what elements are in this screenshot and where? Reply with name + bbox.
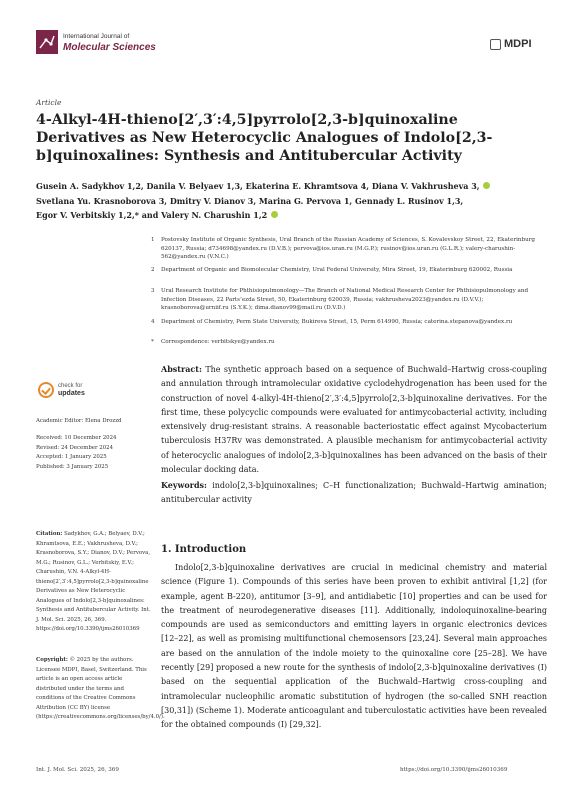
author-line-text: Gusein A. Sadykhov 1,2, Danila V. Belyaev 1,3, Ekaterina E. Khramtsova 4, Diana V. Vakhrusheva 3, xyxy=(36,181,480,191)
author-line xyxy=(36,194,546,209)
citation-label: Citation: xyxy=(36,531,63,537)
affiliation-number: 4 xyxy=(151,319,155,325)
date-received: Received: 10 December 2024 xyxy=(36,435,117,441)
footer-doi-link[interactable]: https://doi.org/10.3390/ijms26010369 xyxy=(400,767,508,773)
author-line-text: Svetlana Yu. Krasnoborova 3, Dmitry V. Dianov 3, Marina G. Pervova 1, Gennady L. Rusinov 1,3, xyxy=(36,195,464,206)
citation-text: Sadykhov, G.A.; Belyaev, D.V.; Khramtsova, E.E.; Vakhrusheva, D.V.; Krasnoborova, S.Y.; Dianov, D.V.; Pervova, M.G.; Rusinov, G.L.; Verbitskiy, E.V.; Charushin, V.N. 4-Alkyl-4H-thieno[2′,3′:4,5]pyrrolo[2,3-b]quinoxaline Derivatives as New Heterocyclic Analogues of Indolo[2,3-b]quinoxalines: Synthesis and Antitubercular Activity. Int. J. Mol. Sci. 2025, 26, 369. https://doi.org/10.3390/ijms26010369 xyxy=(36,531,151,632)
author-line xyxy=(36,179,546,194)
publisher-logo xyxy=(490,38,532,50)
section-heading: 1. Introduction xyxy=(161,544,247,555)
author-line-text: Egor V. Verbitskiy 1,2,* and Valery N. Charushin 1,2 xyxy=(36,210,268,220)
affiliation-text: Postovsky Institute of Organic Synthesis, Ural Branch of the Russian Academy of Sciences, S. Kovalevskoy Street, 22, Ekaterinburg 620137, Russia; d734698@yandex.ru (D.V.B.); pervova@ios.uran.ru (M.G.P.); rusinov@ios.uran.ru (G.L.R.); valery-charushin-562@yandex.ru (V.N.C.) xyxy=(161,237,535,261)
copyright-label: Copyright: xyxy=(36,657,68,663)
footer-journal: Int. J. Mol. Sci. 2025, 26, 369 xyxy=(36,767,119,773)
abstract-text: The synthetic approach based on a sequence of Buchwald–Hartwig cross-coupling and annulation through intramolecular oxidative cyclodehydrogenation has been used for the construction of novel 4-alkyl-4H-thieno[2′,3′:4,5]pyrrolo[2,3-b]quinoxaline derivatives. For the first time, these polycyclic compounds were evaluated for antimycobacterial activity, including extensively drug-resistant strains. A reasonable bacteriostatic effect against Mycobacterium tuberculosis H37Rv was demonstrated. A plausible mechanism for antimycobacterial activity of heterocyclic analogues of indolo[2,3-b]quinoxalines has been advanced on the basis of their molecular docking data. xyxy=(161,365,547,475)
intro-paragraph: Indolo[2,3-b]quinoxaline derivatives are crucial in medicinal chemistry and material science (Figure 1). Compounds of this series have been proven to exhibit antiviral [1,2] (for example, agent B-220), antitumor [3–9], and antidiabetic [10] properties and can be used for the treatment of neurodegenerative diseases [11]. Additionally, indoloquinoxaline-bearing compounds are used as semiconductors and emitting layers in organic electronics devices [12–22], as well as promising multifunctional chemosensors [23,24]. Several main approaches are based on the annulation of the indole moiety to the quinoxaline core [25–28]. We have recently [29] proposed a new route for the synthesis of indolo[2,3-b]quinoxaline derivatives (I) based on the sequential application of the Buchwald–Hartwig cross-coupling and intramolecular nucleophilic aromatic substitution of hydrogen (the so-called SNH reaction [30,31]) (Scheme 1). Moderate anticoagulant and tuberculostatic activities have been revealed for the obtained compounds (I) [29,32]. xyxy=(161,563,547,730)
paper-title: 4-Alkyl-4H-thieno[2′,3′:4,5]pyrrolo[2,3-b]quinoxaline Derivatives as New Heterocyclic Analogues of Indolo[2,3-b]quinoxalines: Synthesis and Antitubercular Activity xyxy=(36,112,493,164)
check-updates-label xyxy=(58,383,85,397)
date-accepted: Accepted: 1 January 2025 xyxy=(36,454,107,460)
author-line xyxy=(36,208,546,223)
check-updates-line1: check for xyxy=(58,383,83,389)
affiliation xyxy=(151,318,546,327)
orcid-icon[interactable] xyxy=(271,211,278,218)
mdpi-icon xyxy=(490,39,501,50)
affiliation-text: Ural Research Institute for Phthisiopulmonology—The Branch of National Medical Research Center for Phthisiopulmonology and Infection Diseases, 22 Parts’ezda Street, 50, Ekaterinburg 620039, Russia; vakhrusheva2023@yandex.ru (D.V.V.); krasnoborova@urniif.ru (S.Y.K.); dima.dianov99@mail.ru (D.V.D.) xyxy=(161,288,529,312)
check-for-updates-button[interactable] xyxy=(38,382,85,398)
check-updates-line2: updates xyxy=(58,390,85,397)
keywords xyxy=(161,478,547,508)
author-list xyxy=(36,179,546,223)
abstract-label: Abstract: xyxy=(161,364,202,374)
citation xyxy=(36,530,151,635)
copyright-text: © 2025 by the authors. Licensee MDPI, Basel, Switzerland. This article is an open access article distributed under the terms and conditions of the Creative Commons Attribution (CC BY) license (https://creativecommons.org/licenses/by/4.0/). xyxy=(36,657,165,720)
affiliation-text: Correspondence: verbitskye@yandex.ru xyxy=(161,339,275,345)
publisher-name: MDPI xyxy=(504,38,532,50)
affiliation-text: Department of Chemistry, Perm State University, Bukireva Street, 15, Perm 614990, Russia; caterina.stepanova@yandex.ru xyxy=(161,319,513,325)
affiliation xyxy=(151,236,546,262)
affiliation-number: 1 xyxy=(151,237,155,243)
article-type: Article xyxy=(36,98,62,107)
affiliation-number: 2 xyxy=(151,267,155,273)
dates xyxy=(36,434,151,472)
date-revised: Revised: 24 December 2024 xyxy=(36,444,114,451)
affiliation xyxy=(151,266,546,275)
orcid-icon[interactable] xyxy=(483,182,490,189)
copyright xyxy=(36,656,165,723)
date-published: Published: 3 January 2025 xyxy=(36,463,109,470)
academic-editor: Academic Editor: Elena Drozzd xyxy=(36,418,122,424)
keywords-text: indolo[2,3-b]quinoxalines; C–H functionalization; Buchwald–Hartwig amination; antitubercular activity xyxy=(161,481,547,505)
affiliation-text: Department of Organic and Biomolecular Chemistry, Ural Federal University, Mira Street, 19, Ekaterinburg 620002, Russia xyxy=(161,267,513,273)
affiliation-number: 3 xyxy=(151,288,155,294)
journal-name: Molecular Sciences xyxy=(63,42,156,53)
journal-logo xyxy=(36,30,58,54)
check-updates-icon xyxy=(38,382,54,398)
keywords-label: Keywords: xyxy=(161,480,208,490)
affiliation xyxy=(151,287,546,313)
abstract xyxy=(161,362,547,477)
journal-name-prefix: International Journal of xyxy=(63,33,130,40)
affiliation xyxy=(151,338,546,347)
affiliation-number: * xyxy=(151,339,154,345)
